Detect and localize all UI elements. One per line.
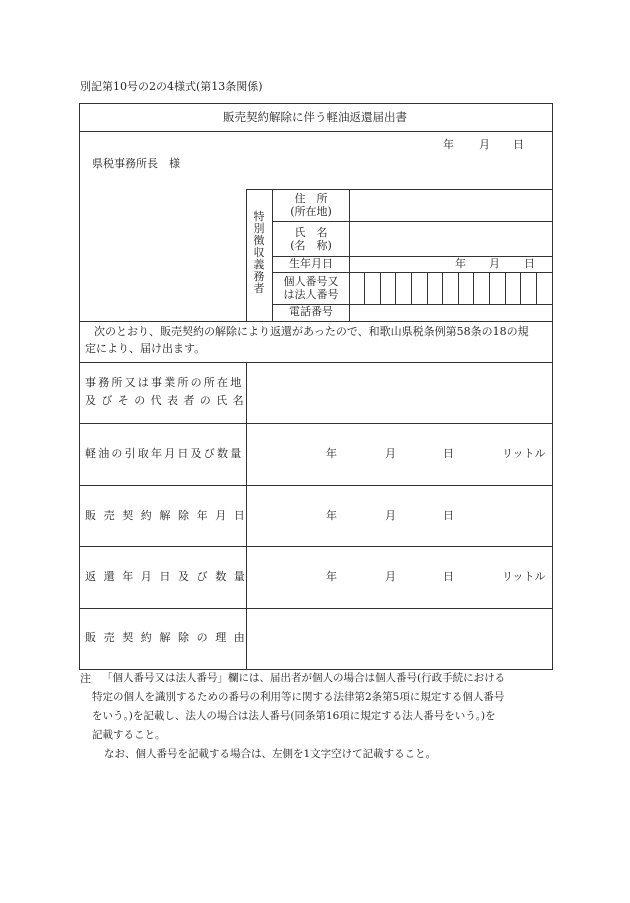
birth-day: 日: [524, 257, 535, 270]
cancel-month: 月: [385, 509, 396, 522]
birth-label: 生年月日: [289, 257, 333, 270]
statement-line1: 次のとおり、販売契約の解除により返還があったので、和歌山県税条例第58条の18の規: [94, 325, 529, 338]
address-field[interactable]: [350, 190, 552, 221]
name-field[interactable]: [350, 222, 552, 256]
phone-label: 電話番号: [289, 305, 333, 318]
notes-line5: なお、個人番号を記載する場合は、左側を1文字空けて記載すること。: [104, 748, 437, 760]
withdrawal-day: 日: [443, 447, 454, 460]
reason-label: 販売契約解除の理由: [85, 631, 253, 644]
withdrawal-label: 軽油の引取年月日及び数量: [85, 447, 244, 460]
notes-line2: 特定の個人を識別するための番号の利用等に関する法律第2条第5項に規定する個人番号: [92, 691, 505, 703]
obligor-label-char: 特: [253, 210, 265, 223]
obligor-label-char: 別: [253, 222, 265, 235]
id-number-label-line1: 個人番号又: [283, 275, 339, 288]
birth-year: 年: [455, 257, 466, 270]
address-label-line1: 住 所: [294, 192, 328, 205]
return-month: 月: [385, 570, 396, 583]
name-label: [273, 226, 349, 252]
address-label: [273, 192, 349, 218]
frame-right: [552, 103, 553, 669]
cancel-date-label: 販売契約解除年月日: [85, 509, 253, 522]
obligor-left: [246, 189, 247, 321]
obligor-label-char: 義: [253, 258, 265, 271]
id-digit-divider: [473, 272, 474, 304]
obligor-label-char: 徴: [253, 234, 265, 247]
return-day: 日: [443, 570, 454, 583]
return-unit: リットル: [502, 570, 546, 583]
id-number-label: [273, 275, 349, 301]
title-divider: [79, 131, 553, 132]
date-year: 年: [443, 138, 454, 151]
cancel-date-field[interactable]: [247, 486, 552, 546]
id-digit-divider: [442, 272, 443, 304]
date-day: 日: [513, 138, 524, 151]
withdrawal-year: 年: [326, 447, 337, 460]
withdrawal-unit: リットル: [502, 447, 546, 460]
notes-line4: 記載すること。: [92, 729, 166, 741]
id-digit-divider: [411, 272, 412, 304]
birth-field[interactable]: [350, 257, 552, 272]
notes-prefix: 注: [80, 672, 91, 685]
office-label-line1: 事務所又は事業所の所在地: [85, 376, 244, 389]
notes-line3: をいう。)を記載し、法人の場合は法人番号(同条第16項に規定する法人番号をいう。)を: [92, 710, 496, 722]
notes-line1: 「個人番号又は法人番号」欄には、届出者が個人の場合は個人番号(行政手続における: [102, 672, 506, 684]
id-digit-divider: [536, 272, 537, 304]
withdrawal-month: 月: [385, 447, 396, 460]
id-digit-divider: [489, 272, 490, 304]
id-digit-divider: [458, 272, 459, 304]
frame-left: [79, 103, 80, 669]
id-digit-divider: [520, 272, 521, 304]
obligor-label-char: 務: [253, 270, 265, 283]
id-digit-divider: [380, 272, 381, 304]
name-label-line2: (名 称): [290, 239, 332, 252]
id-digit-divider: [505, 272, 506, 304]
return-year: 年: [326, 570, 337, 583]
addressee: 県税事務所長 様: [92, 157, 180, 170]
name-label-line1: 氏 名: [294, 226, 328, 239]
obligor-label-char: 収: [253, 246, 265, 259]
cancel-year: 年: [326, 509, 337, 522]
form-number: 別記第10号の2の4様式(第13条関係): [80, 80, 263, 93]
office-field[interactable]: [247, 363, 552, 423]
id-number-label-line2: は法人番号: [283, 288, 339, 301]
id-digit-divider: [427, 272, 428, 304]
obligor-vertical-label: [252, 211, 266, 295]
phone-field[interactable]: [350, 305, 552, 321]
address-label-line2: (所在地): [290, 205, 332, 218]
id-digit-divider: [364, 272, 365, 304]
obligor-label-char: 者: [253, 282, 265, 295]
frame-top: [79, 103, 553, 104]
header-bottom: [79, 321, 553, 322]
statement-line2: 定により、届け出ます。: [85, 342, 206, 355]
birth-month: 月: [489, 257, 500, 270]
date-month: 月: [479, 138, 490, 151]
id-digit-divider: [395, 272, 396, 304]
cancel-day: 日: [443, 509, 454, 522]
form-title: 販売契約解除に伴う軽油返還届出書: [223, 110, 407, 124]
reason-field[interactable]: [247, 609, 552, 669]
office-label-line2: 及びその代表者の氏名: [85, 394, 249, 407]
return-label: 返還年月日及び数量: [85, 570, 253, 583]
